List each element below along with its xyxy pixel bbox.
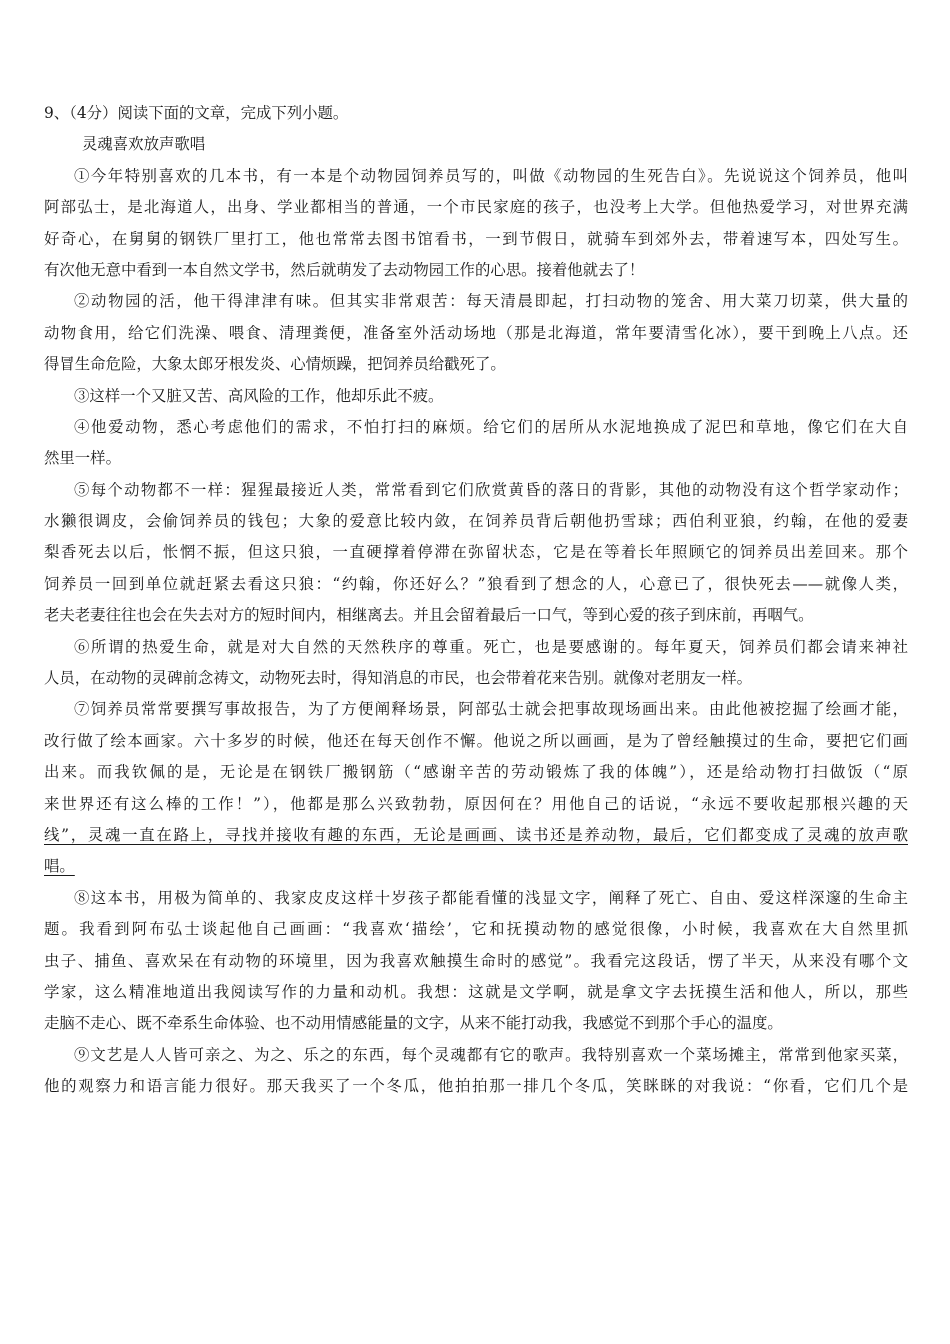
text-line	[44, 537, 908, 568]
text-line	[44, 977, 908, 1008]
text-line	[44, 161, 908, 192]
text-line-content: ⑨文艺是人人皆可亲之、为之、乐之的东西，每个灵魂都有它的歌声。我特别喜欢一个菜场摊主，常常到他家买菜，	[74, 1045, 908, 1064]
text-line	[44, 349, 908, 380]
question-header: 9、（4分）阅读下面的文章，完成下列小题。	[44, 104, 349, 122]
text-line	[44, 381, 908, 412]
text-line-content: 走脑不走心、既不牵系生命体验、也不动用情感能量的文字，从来不能打动我，我感觉不到那个手心的温度。	[44, 1014, 783, 1033]
text-line-content: 阿部弘士，是北海道人，出身、学业都相当的普通，一个市民家庭的孩子，也没考上大学。但他热爱学习，对世界充满	[44, 198, 908, 217]
text-line-content: 饲养员一回到单位就赶紧去看这只狼：“约翰，你还好么？”狼看到了想念的人，心意已了，很快死去——就像人类，	[44, 574, 908, 593]
text-line	[44, 255, 908, 286]
text-line	[44, 412, 908, 443]
text-line-content: 梨香死去以后，怅惘不振，但这只狼，一直硬撑着停滞在弥留状态，它是在等着长年照顾它的饲养员出差回来。那个	[44, 543, 908, 562]
text-line-content: 好奇心，在舅舅的钢铁厂里打工，他也常常去图书馆看书，一到节假日，就骑车到郊外去，带着速写本，四处写生。	[44, 229, 908, 248]
text-line	[44, 569, 908, 600]
text-line	[44, 318, 908, 349]
text-line-content: 学家，这么精准地道出我阅读写作的力量和动机。我想：这就是文学啊，就是拿文字去抚摸生活和他人，所以，那些	[44, 982, 908, 1001]
text-line	[44, 663, 908, 694]
text-line-content: ①今年特别喜欢的几本书，有一本是个动物园饲养员写的，叫做《动物园的生死告白》。先说说这个饲养员，他叫	[74, 166, 908, 185]
text-line	[44, 475, 908, 506]
text-line-content: ③这样一个又脏又苦、高风险的工作，他却乐此不疲。	[74, 386, 444, 405]
text-line	[44, 286, 908, 317]
text-line-content: 得冒生命危险，大象太郎牙根发炎、心情烦躁，把饲养员给戳死了。	[44, 355, 506, 374]
text-line-content: 唱。	[44, 857, 75, 876]
text-line	[44, 883, 908, 914]
text-line	[44, 757, 908, 788]
text-line-content: ⑤每个动物都不一样：猩猩最接近人类，常常看到它们欣赏黄昏的落日的背影，其他的动物没有这个哲学家动作；	[74, 480, 908, 499]
text-line-content: 题。我看到阿布弘士谈起他自己画画：“我喜欢‘描绘’，它和抚摸动物的感觉很像，小时候，我喜欢在大自然里抓	[44, 920, 908, 939]
text-line-content: 人员，在动物的灵碑前念祷文，动物死去时，得知消息的市民，也会带着花来告别。就像对老朋友一样。	[44, 669, 752, 688]
article-title: 灵魂喜欢放声歌唱	[82, 135, 206, 154]
text-line-content: ⑥所谓的热爱生命，就是对大自然的天然秩序的尊重。死亡，也是要感谢的。每年夏天，饲养员们都会请来神社	[74, 637, 908, 656]
text-line-content: ④他爱动物，悉心考虑他们的需求，不怕打扫的麻烦。给它们的居所从水泥地换成了泥巴和草地，像它们在大自	[74, 417, 908, 436]
document-page	[44, 98, 908, 1103]
text-line-content: 线”，灵魂一直在路上，寻找并接收有趣的东西，无论是画画、读书还是养动物，最后，它们都变成了灵魂的放声歌	[44, 825, 908, 844]
text-line	[44, 946, 908, 977]
text-line-content: 有次他无意中看到一本自然文学书，然后就萌发了去动物园工作的心思。接着他就去了！	[44, 260, 645, 279]
text-line	[44, 820, 908, 851]
text-line	[44, 192, 908, 223]
text-line-content: 动物食用，给它们洗澡、喂食、清理粪便，准备室外活动场地（那是北海道，常年要清雪化冰），要干到晚上八点。还	[44, 323, 908, 342]
text-line	[44, 851, 908, 882]
text-line-content: ⑧这本书，用极为简单的、我家皮皮这样十岁孩子都能看懂的浅显文字，阐释了死亡、自由、爱这样深邃的生命主	[74, 888, 908, 907]
text-line	[44, 224, 908, 255]
article-body	[44, 161, 908, 1103]
text-line	[44, 694, 908, 725]
text-line-content: 水獭很调皮，会偷饲养员的钱包；大象的爱意比较内敛，在饲养员背后朝他扔雪球；西伯利亚狼，约翰，在他的爱妻	[44, 512, 908, 531]
text-line-content: 然里一样。	[44, 449, 121, 468]
text-line-content: 老夫老妻往往也会在失去对方的短时间内，相继离去。并且会留着最后一口气，等到心爱的孩子到床前，再咽气。	[44, 606, 814, 625]
text-line-content: 改行做了绘本画家。六十多岁的时候，他还在每天创作不懈。他说之所以画画，是为了曾经触摸过的生命，要把它们画	[44, 731, 908, 750]
text-line	[44, 1040, 908, 1071]
text-line	[44, 914, 908, 945]
text-line	[44, 789, 908, 820]
text-line	[44, 1071, 908, 1102]
text-line	[44, 600, 908, 631]
text-line-content: 虫子、捕鱼、喜欢呆在有动物的环境里，因为我喜欢触摸生命时的感觉”。我看完这段话，愣了半天，从来没有哪个文	[44, 951, 908, 970]
text-line-content: 出来。而我钦佩的是，无论是在钢铁厂搬钢筋（“感谢辛苦的劳动锻炼了我的体魄”），还是给动物打扫做饭（“原	[44, 763, 908, 782]
text-line	[44, 726, 908, 757]
text-line-content: ⑦饲养员常常要撰写事故报告，为了方便阐释场景，阿部弘士就会把事故现场画出来。由此他被挖掘了绘画才能，	[74, 700, 908, 719]
text-line	[44, 632, 908, 663]
text-line	[44, 506, 908, 537]
text-line-content: 来世界还有这么棒的工作！”），他都是那么兴致勃勃，原因何在？用他自己的话说，“永远不要收起那根兴趣的天	[44, 794, 908, 813]
text-line	[44, 1008, 908, 1039]
text-line-content: ②动物园的活，他干得津津有味。但其实非常艰苦：每天清晨即起，打扫动物的笼舍、用大菜刀切菜，供大量的	[74, 292, 908, 311]
text-line-content: 他的观察力和语言能力很好。那天我买了一个冬瓜，他拍拍那一排几个冬瓜，笑眯眯的对我说：“你看，它们几个是	[44, 1077, 908, 1096]
text-line	[44, 443, 908, 474]
